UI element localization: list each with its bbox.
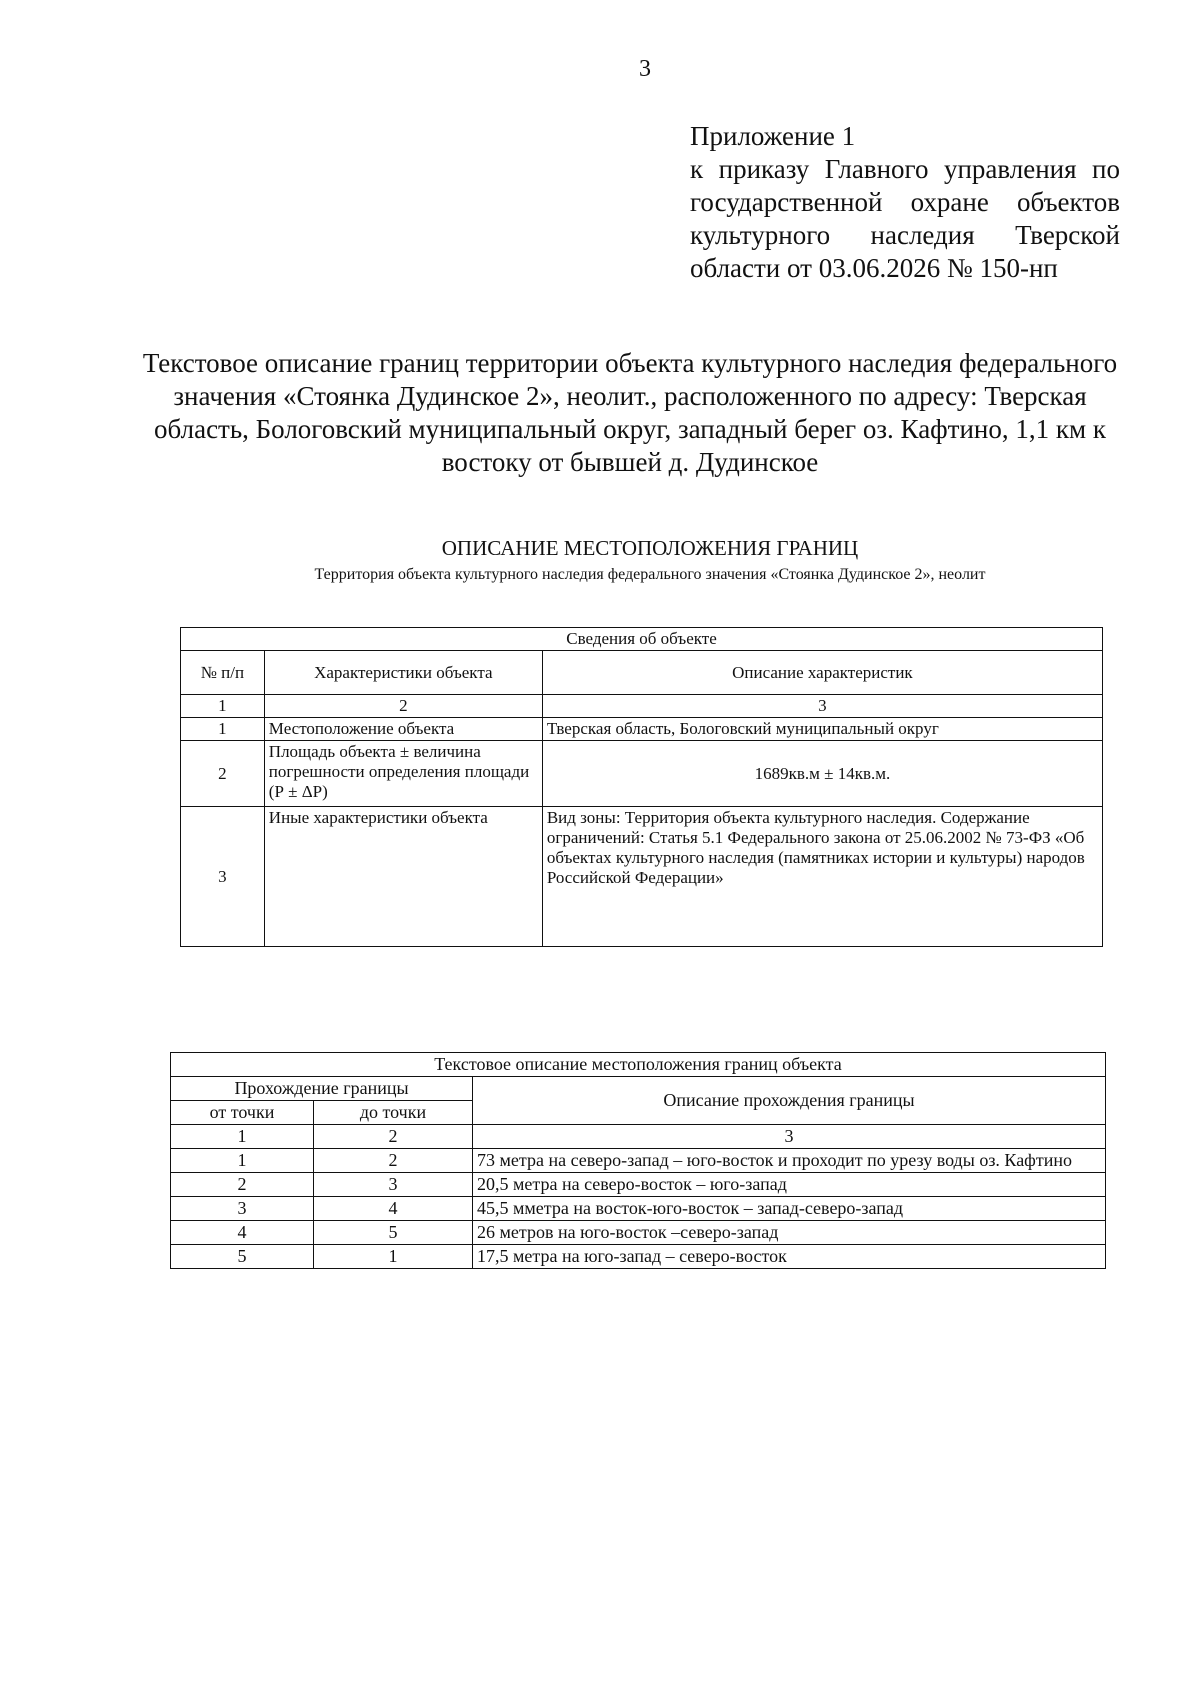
from-point: 2: [171, 1173, 314, 1197]
table-caption: Сведения об объекте: [181, 628, 1103, 651]
table-row: [171, 1149, 1106, 1173]
row-name: Площадь объекта ± величина погрешности определения площади (Р ± ΔР): [264, 741, 542, 807]
group-header: Прохождение границы: [171, 1077, 473, 1101]
row-number: 3: [181, 807, 265, 947]
index-cell: 3: [542, 695, 1102, 718]
index-cell: 1: [181, 695, 265, 718]
table-row: [171, 1245, 1106, 1269]
row-name: Иные характеристики объекта: [264, 807, 542, 947]
appendix-title: Приложение 1: [690, 121, 856, 151]
table-caption: Текстовое описание местоположения границ объекта: [171, 1053, 1106, 1077]
boundary-description: 73 метра на северо-запад – юго-восток и проходит по урезу воды оз. Кафтино: [473, 1149, 1106, 1173]
to-point: 2: [314, 1149, 473, 1173]
from-point: 4: [171, 1221, 314, 1245]
from-point: 3: [171, 1197, 314, 1221]
table-row: [181, 718, 1103, 741]
column-header: Описание прохождения границы: [473, 1077, 1106, 1125]
column-header: до точки: [314, 1101, 473, 1125]
row-description: 1689кв.м ± 14кв.м.: [542, 741, 1102, 807]
table-row: [171, 1221, 1106, 1245]
index-cell: 2: [314, 1125, 473, 1149]
boundary-table: [170, 1052, 1106, 1269]
from-point: 5: [171, 1245, 314, 1269]
column-header: от точки: [171, 1101, 314, 1125]
boundary-description: 26 метров на юго-восток –северо-запад: [473, 1221, 1106, 1245]
table-row: [171, 1173, 1106, 1197]
boundary-description: 17,5 метра на юго-запад – северо-восток: [473, 1245, 1106, 1269]
appendix-block: [690, 120, 1120, 285]
row-number: 2: [181, 741, 265, 807]
index-cell: 2: [264, 695, 542, 718]
section-heading: ОПИСАНИЕ МЕСТОПОЛОЖЕНИЯ ГРАНИЦ: [441, 536, 859, 560]
table-row: [181, 741, 1103, 807]
table-row: [181, 807, 1103, 947]
document-title: Текстовое описание границ территории объекта культурного наследия федерального значения «Стоянка Дудинское 2», неолит., расположенного по адресу: Тверская область, Бологовский муниципальный округ, западный берег оз. Кафтино, 1,1 км к востоку от бывшей д. Дудинское: [142, 348, 1118, 477]
to-point: 5: [314, 1221, 473, 1245]
row-description: Вид зоны: Территория объекта культурного наследия. Содержание ограничений: Статья 5.1 Федерального закона от 25.06.2002 № 73-ФЗ «Об объектах культурного наследия (памятниках истории и культуры) народов Российской Федерации»: [542, 807, 1102, 947]
index-cell: 3: [473, 1125, 1106, 1149]
row-name: Местоположение объекта: [264, 718, 542, 741]
to-point: 1: [314, 1245, 473, 1269]
column-header: Описание характеристик: [542, 651, 1102, 695]
from-point: 1: [171, 1149, 314, 1173]
boundary-description: 45,5 мметра на восток-юго-восток – запад-северо-запад: [473, 1197, 1106, 1221]
row-description: Тверская область, Бологовский муниципальный округ: [542, 718, 1102, 741]
table-row: [171, 1197, 1106, 1221]
appendix-reference: к приказу Главного управления по государственной охране объектов культурного наследия Тверской области от 03.06.2026 № 150-нп: [690, 154, 1120, 283]
row-number: 1: [181, 718, 265, 741]
to-point: 3: [314, 1173, 473, 1197]
to-point: 4: [314, 1197, 473, 1221]
index-cell: 1: [171, 1125, 314, 1149]
column-header: № п/п: [181, 651, 265, 695]
boundary-description: 20,5 метра на северо-восток – юго-запад: [473, 1173, 1106, 1197]
page-number: 3: [639, 56, 651, 82]
object-info-table: [180, 627, 1103, 947]
section-subheading: Территория объекта культурного наследия федерального значения «Стоянка Дудинское 2», неолит: [314, 566, 986, 583]
column-header: Характеристики объекта: [264, 651, 542, 695]
